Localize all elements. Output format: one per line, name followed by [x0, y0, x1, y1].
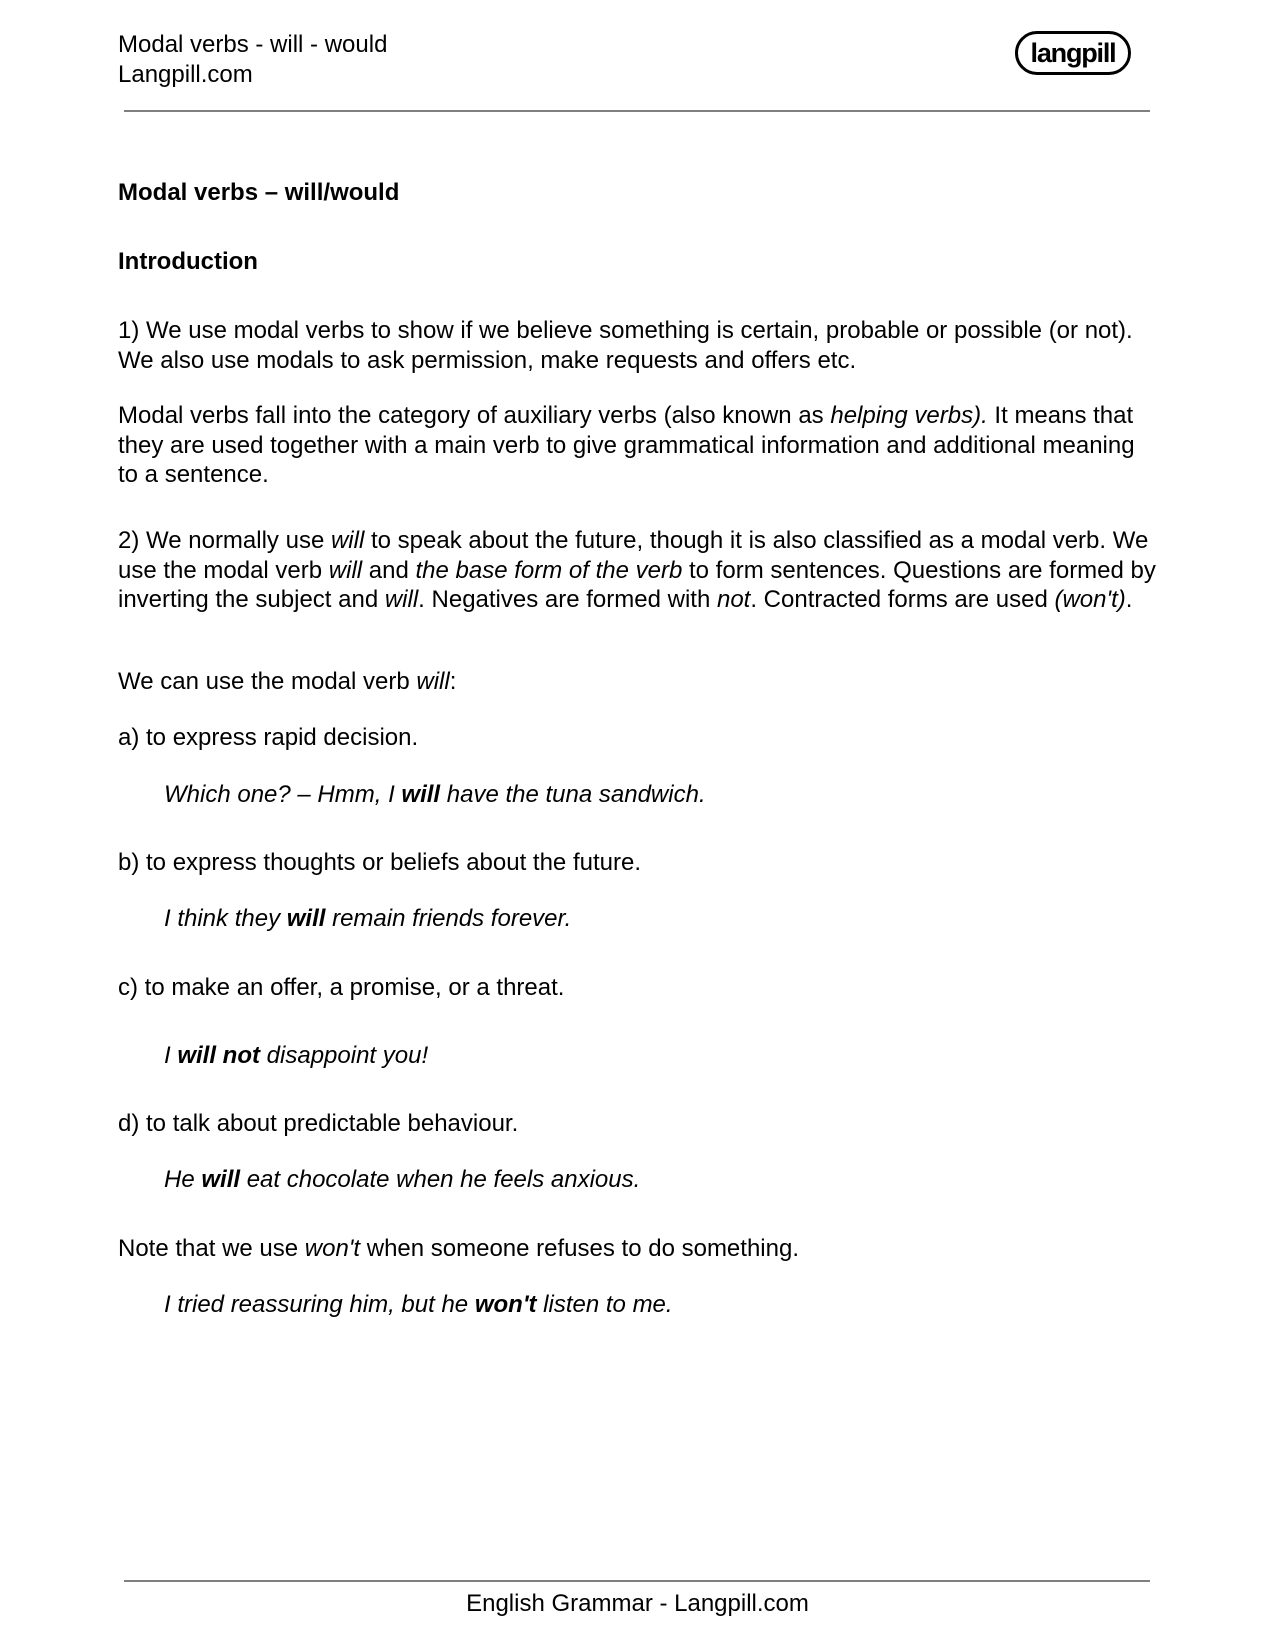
p3-text-3: and	[362, 556, 416, 584]
header-divider	[124, 110, 1150, 112]
example-b-post: remain friends forever.	[325, 905, 572, 932]
example-b	[164, 904, 571, 934]
page-footer: English Grammar - Langpill.com	[466, 1590, 809, 1617]
p4-text-c: :	[449, 668, 457, 695]
p3-text-2: to speak about the future, though it is also classified as a modal verb. We use the modal verb	[118, 527, 1149, 584]
list-item-d: d) to talk about predictable behaviour.	[118, 1110, 519, 1137]
example-a-bold: will	[401, 781, 441, 808]
list-item-c: c) to make an offer, a promise, or a threat.	[118, 974, 565, 1001]
p3-italic-2: will	[328, 556, 363, 584]
example-d-post: eat chocolate when he feels anxious.	[240, 1166, 641, 1193]
note-italic: won't	[304, 1235, 361, 1262]
p3-text-7: .	[1125, 586, 1133, 614]
p3-italic-4: will	[384, 586, 419, 614]
p3-text-4: to form sentences. Questions are formed by inverting the subject and	[118, 556, 1156, 614]
example-d	[164, 1165, 640, 1195]
p3-italic-6: (won't)	[1054, 586, 1126, 614]
document-header-site: Langpill.com	[118, 61, 253, 88]
langpill-logo: langpill	[1015, 31, 1131, 75]
p3-italic-1: will	[330, 527, 365, 554]
list-item-b: b) to express thoughts or beliefs about the future.	[118, 849, 641, 876]
example-a-post: have the tuna sandwich.	[440, 781, 706, 808]
p3-italic-3: the base form of the verb	[415, 556, 683, 584]
paragraph-2-text-c: It means that they are used together with a main verb to give grammatical information and additional meaning to a sentence.	[118, 402, 1135, 489]
section-heading: Introduction	[118, 248, 258, 275]
p4-text-a: We can use the modal verb	[118, 668, 417, 695]
example-c-bold: will not	[177, 1042, 260, 1069]
example-a	[164, 780, 706, 810]
page-title: Modal verbs – will/would	[118, 179, 400, 206]
example-b-bold: will	[286, 905, 326, 932]
example-c-post: disappoint you!	[260, 1042, 429, 1069]
example-a-pre: Which one? – Hmm, I	[164, 781, 402, 808]
example-c-pre: I	[164, 1042, 178, 1069]
example-note-post: listen to me.	[536, 1291, 673, 1318]
document-header-title: Modal verbs - will - would	[118, 31, 388, 58]
footer-divider	[124, 1580, 1150, 1582]
example-note-bold: won't	[474, 1291, 537, 1318]
paragraph-2	[118, 401, 1158, 490]
example-note	[164, 1290, 673, 1320]
p3-italic-5: not	[716, 586, 751, 614]
example-b-pre: I think they	[164, 905, 287, 932]
paragraph-3	[118, 526, 1158, 615]
p3-text-6: . Contracted forms are used	[750, 586, 1055, 614]
example-c	[164, 1041, 428, 1071]
p3-text-5: . Negatives are formed with	[418, 586, 717, 614]
list-item-a: a) to express rapid decision.	[118, 724, 419, 751]
note-text-c: when someone refuses to do something.	[360, 1235, 799, 1262]
note-text-a: Note that we use	[118, 1235, 305, 1262]
paragraph-2-text-a: Modal verbs fall into the category of auxiliary verbs (also known as	[118, 402, 831, 429]
p4-italic: will	[416, 668, 450, 695]
example-d-pre: He	[164, 1166, 202, 1193]
note-paragraph	[118, 1234, 1158, 1264]
paragraph-4	[118, 667, 1158, 697]
paragraph-1: 1) We use modal verbs to show if we believe something is certain, probable or possible (or not). We also use modals to ask permission, make requests and offers etc.	[118, 317, 1133, 374]
example-d-bold: will	[201, 1166, 241, 1193]
example-note-pre: I tried reassuring him, but he	[164, 1291, 475, 1318]
p3-text-1: 2) We normally use	[118, 527, 331, 554]
paragraph-2-italic: helping verbs).	[830, 402, 988, 429]
